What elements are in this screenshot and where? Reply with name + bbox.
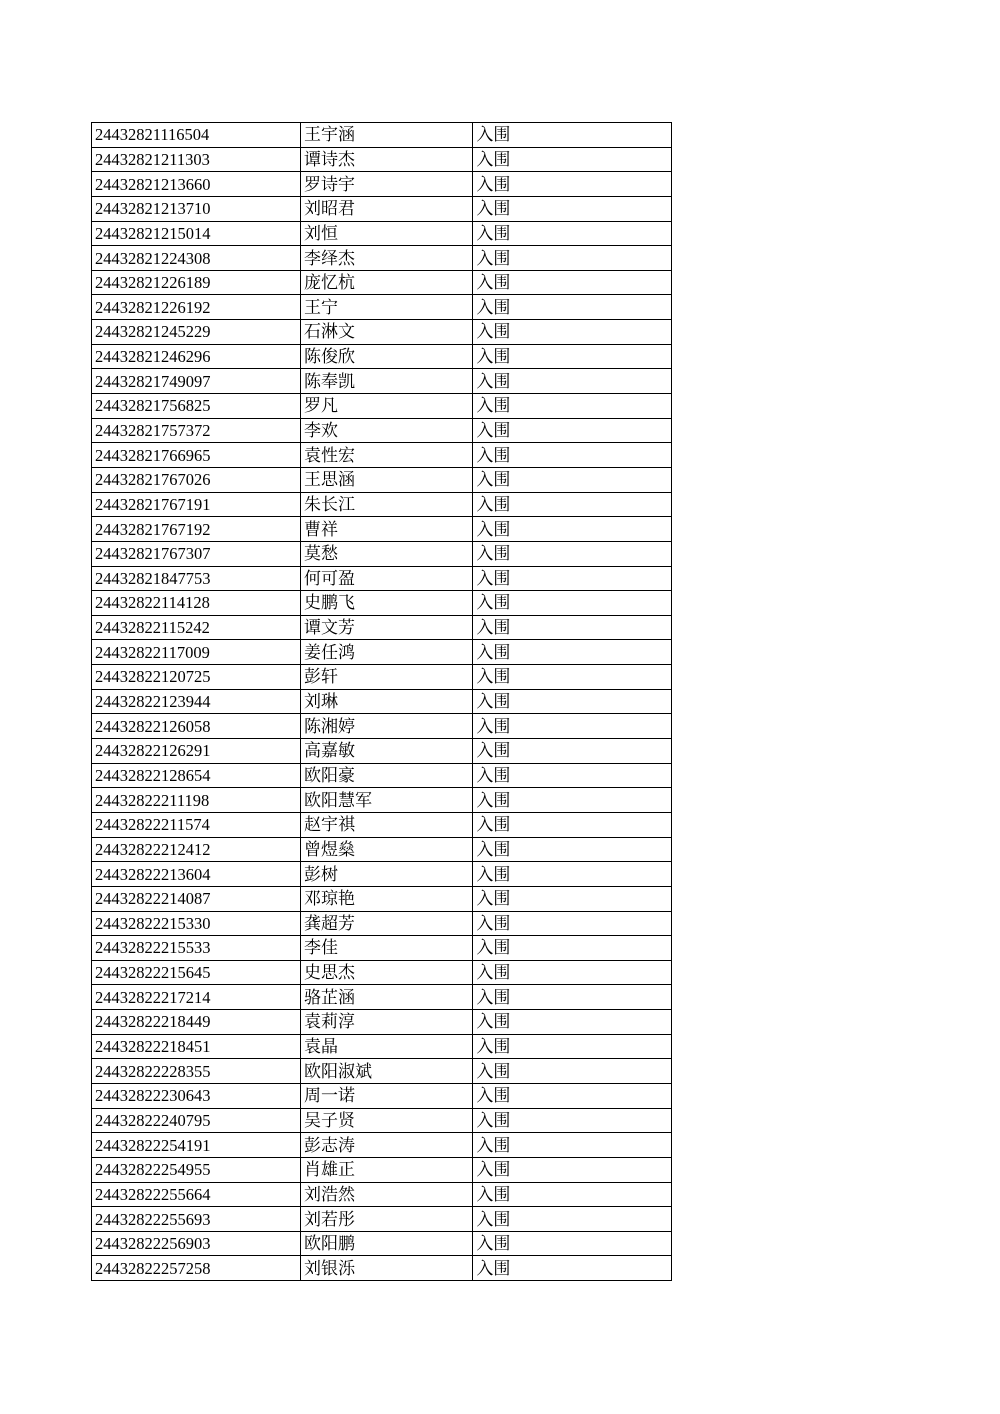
candidate-id-cell: 24432822123944	[92, 689, 301, 714]
candidate-id-cell: 24432821756825	[92, 394, 301, 419]
candidate-id-cell: 24432822215645	[92, 960, 301, 985]
candidate-name-cell: 李绎杰	[301, 246, 473, 271]
status-cell: 入围	[473, 566, 672, 591]
candidate-id-cell: 24432822230643	[92, 1083, 301, 1108]
table-body	[92, 123, 672, 1281]
candidate-name-cell: 李欢	[301, 418, 473, 443]
table-row	[92, 517, 672, 542]
table-row	[92, 320, 672, 345]
table-row	[92, 492, 672, 517]
status-cell: 入围	[473, 147, 672, 172]
status-cell: 入围	[473, 714, 672, 739]
status-cell: 入围	[473, 837, 672, 862]
candidate-name-cell: 高嘉敏	[301, 739, 473, 764]
candidate-name-cell: 刘银泺	[301, 1256, 473, 1281]
table-row	[92, 812, 672, 837]
table-row	[92, 344, 672, 369]
status-cell: 入围	[473, 1256, 672, 1281]
status-cell: 入围	[473, 1034, 672, 1059]
table-row	[92, 763, 672, 788]
table-row	[92, 689, 672, 714]
table-row	[92, 911, 672, 936]
candidate-id-cell: 24432821847753	[92, 566, 301, 591]
candidate-name-cell: 邓琼艳	[301, 886, 473, 911]
status-cell: 入围	[473, 591, 672, 616]
status-cell: 入围	[473, 541, 672, 566]
candidate-name-cell: 陈湘婷	[301, 714, 473, 739]
table-row	[92, 1010, 672, 1035]
candidate-id-cell: 24432822218451	[92, 1034, 301, 1059]
table-row	[92, 369, 672, 394]
table-row	[92, 246, 672, 271]
candidate-id-cell: 24432822128654	[92, 763, 301, 788]
candidate-id-cell: 24432821246296	[92, 344, 301, 369]
candidate-name-cell: 刘昭君	[301, 196, 473, 221]
status-cell: 入围	[473, 1231, 672, 1256]
status-cell: 入围	[473, 739, 672, 764]
table-row	[92, 837, 672, 862]
status-cell: 入围	[473, 665, 672, 690]
candidate-id-cell: 24432821767307	[92, 541, 301, 566]
status-cell: 入围	[473, 443, 672, 468]
candidate-id-cell: 24432822213604	[92, 862, 301, 887]
candidate-id-cell: 24432821215014	[92, 221, 301, 246]
candidate-id-cell: 24432822126058	[92, 714, 301, 739]
candidate-id-cell: 24432822254191	[92, 1133, 301, 1158]
status-cell: 入围	[473, 270, 672, 295]
status-cell: 入围	[473, 763, 672, 788]
status-cell: 入围	[473, 172, 672, 197]
table-row	[92, 936, 672, 961]
table-row	[92, 147, 672, 172]
candidate-name-cell: 肖雄正	[301, 1157, 473, 1182]
candidate-name-cell: 刘若彤	[301, 1207, 473, 1232]
candidate-id-cell: 24432822256903	[92, 1231, 301, 1256]
candidate-name-cell: 欧阳豪	[301, 763, 473, 788]
table-row	[92, 615, 672, 640]
status-cell: 入围	[473, 394, 672, 419]
candidate-id-cell: 24432822257258	[92, 1256, 301, 1281]
status-cell: 入围	[473, 1010, 672, 1035]
table-row	[92, 443, 672, 468]
candidate-name-cell: 罗凡	[301, 394, 473, 419]
status-cell: 入围	[473, 1157, 672, 1182]
table-row	[92, 1083, 672, 1108]
table-row	[92, 467, 672, 492]
candidate-name-cell: 刘浩然	[301, 1182, 473, 1207]
candidate-id-cell: 24432822214087	[92, 886, 301, 911]
candidate-name-cell: 李佳	[301, 936, 473, 961]
status-cell: 入围	[473, 123, 672, 148]
table-row	[92, 1108, 672, 1133]
status-cell: 入围	[473, 1108, 672, 1133]
candidate-name-cell: 欧阳淑斌	[301, 1059, 473, 1084]
table-row	[92, 270, 672, 295]
table-row	[92, 1182, 672, 1207]
candidate-id-cell: 24432821767191	[92, 492, 301, 517]
candidate-name-cell: 彭树	[301, 862, 473, 887]
table-row	[92, 1059, 672, 1084]
candidate-name-cell: 庞忆杭	[301, 270, 473, 295]
candidate-name-cell: 王宁	[301, 295, 473, 320]
candidate-id-cell: 24432821224308	[92, 246, 301, 271]
candidate-name-cell: 欧阳鹏	[301, 1231, 473, 1256]
status-cell: 入围	[473, 320, 672, 345]
status-cell: 入围	[473, 1207, 672, 1232]
candidate-name-cell: 吴子贤	[301, 1108, 473, 1133]
status-cell: 入围	[473, 788, 672, 813]
table-row	[92, 541, 672, 566]
table-row	[92, 788, 672, 813]
candidate-id-cell: 24432821749097	[92, 369, 301, 394]
candidate-id-cell: 24432822215330	[92, 911, 301, 936]
candidate-name-cell: 罗诗宇	[301, 172, 473, 197]
status-cell: 入围	[473, 615, 672, 640]
status-cell: 入围	[473, 246, 672, 271]
candidate-name-cell: 陈奉凯	[301, 369, 473, 394]
table-row	[92, 221, 672, 246]
candidate-name-cell: 王宇涵	[301, 123, 473, 148]
candidate-id-cell: 24432822212412	[92, 837, 301, 862]
candidate-name-cell: 彭轩	[301, 665, 473, 690]
table-row	[92, 640, 672, 665]
table-row	[92, 714, 672, 739]
candidate-name-cell: 曹祥	[301, 517, 473, 542]
candidate-id-cell: 24432822211198	[92, 788, 301, 813]
table-row	[92, 566, 672, 591]
candidate-name-cell: 谭文芳	[301, 615, 473, 640]
candidate-name-cell: 周一诺	[301, 1083, 473, 1108]
candidate-id-cell: 24432821757372	[92, 418, 301, 443]
candidate-name-cell: 朱长江	[301, 492, 473, 517]
status-cell: 入围	[473, 911, 672, 936]
status-cell: 入围	[473, 1083, 672, 1108]
table-row	[92, 394, 672, 419]
candidate-name-cell: 史思杰	[301, 960, 473, 985]
table-row	[92, 418, 672, 443]
status-cell: 入围	[473, 418, 672, 443]
status-cell: 入围	[473, 689, 672, 714]
candidate-id-cell: 24432822240795	[92, 1108, 301, 1133]
candidate-name-cell: 王思涵	[301, 467, 473, 492]
candidate-id-cell: 24432822126291	[92, 739, 301, 764]
candidate-id-cell: 24432822254955	[92, 1157, 301, 1182]
status-cell: 入围	[473, 886, 672, 911]
table-row	[92, 960, 672, 985]
table-row	[92, 591, 672, 616]
table-row	[92, 172, 672, 197]
candidate-id-cell: 24432821211303	[92, 147, 301, 172]
candidate-name-cell: 骆芷涵	[301, 985, 473, 1010]
candidate-name-cell: 袁莉淳	[301, 1010, 473, 1035]
table-row	[92, 985, 672, 1010]
table-row	[92, 295, 672, 320]
candidate-id-cell: 24432821767192	[92, 517, 301, 542]
status-cell: 入围	[473, 369, 672, 394]
status-cell: 入围	[473, 196, 672, 221]
table-row	[92, 196, 672, 221]
candidate-id-cell: 24432821213710	[92, 196, 301, 221]
status-cell: 入围	[473, 936, 672, 961]
candidate-id-cell: 24432821245229	[92, 320, 301, 345]
candidate-id-cell: 24432821766965	[92, 443, 301, 468]
candidate-table	[91, 122, 672, 1281]
candidate-id-cell: 24432822218449	[92, 1010, 301, 1035]
status-cell: 入围	[473, 985, 672, 1010]
candidate-name-cell: 袁性宏	[301, 443, 473, 468]
candidate-name-cell: 史鹏飞	[301, 591, 473, 616]
candidate-name-cell: 刘恒	[301, 221, 473, 246]
candidate-id-cell: 24432821226192	[92, 295, 301, 320]
candidate-name-cell: 欧阳慧军	[301, 788, 473, 813]
candidate-id-cell: 24432821767026	[92, 467, 301, 492]
status-cell: 入围	[473, 295, 672, 320]
candidate-id-cell: 24432822120725	[92, 665, 301, 690]
candidate-name-cell: 龚超芳	[301, 911, 473, 936]
candidate-id-cell: 24432822255693	[92, 1207, 301, 1232]
table-row	[92, 739, 672, 764]
status-cell: 入围	[473, 492, 672, 517]
status-cell: 入围	[473, 344, 672, 369]
candidate-id-cell: 24432822217214	[92, 985, 301, 1010]
candidate-id-cell: 24432822215533	[92, 936, 301, 961]
table-row	[92, 1157, 672, 1182]
table-row	[92, 1133, 672, 1158]
candidate-name-cell: 谭诗杰	[301, 147, 473, 172]
candidate-id-cell: 24432821226189	[92, 270, 301, 295]
candidate-name-cell: 袁晶	[301, 1034, 473, 1059]
candidate-id-cell: 24432822255664	[92, 1182, 301, 1207]
candidate-name-cell: 何可盈	[301, 566, 473, 591]
table-row	[92, 1034, 672, 1059]
status-cell: 入围	[473, 1133, 672, 1158]
status-cell: 入围	[473, 1182, 672, 1207]
candidate-name-cell: 石淋文	[301, 320, 473, 345]
candidate-name-cell: 赵宇祺	[301, 812, 473, 837]
candidate-id-cell: 24432822115242	[92, 615, 301, 640]
status-cell: 入围	[473, 812, 672, 837]
status-cell: 入围	[473, 467, 672, 492]
candidate-id-cell: 24432822117009	[92, 640, 301, 665]
table-row	[92, 123, 672, 148]
status-cell: 入围	[473, 1059, 672, 1084]
candidate-id-cell: 24432821116504	[92, 123, 301, 148]
candidate-name-cell: 莫愁	[301, 541, 473, 566]
table-row	[92, 1231, 672, 1256]
status-cell: 入围	[473, 960, 672, 985]
status-cell: 入围	[473, 517, 672, 542]
status-cell: 入围	[473, 640, 672, 665]
candidate-id-cell: 24432822228355	[92, 1059, 301, 1084]
table-row	[92, 886, 672, 911]
table-row	[92, 1207, 672, 1232]
candidate-name-cell: 刘琳	[301, 689, 473, 714]
candidate-id-cell: 24432821213660	[92, 172, 301, 197]
status-cell: 入围	[473, 862, 672, 887]
table-row	[92, 665, 672, 690]
table-row	[92, 862, 672, 887]
candidate-name-cell: 曾煜燊	[301, 837, 473, 862]
candidate-name-cell: 陈俊欣	[301, 344, 473, 369]
candidate-id-cell: 24432822114128	[92, 591, 301, 616]
candidate-name-cell: 姜任鸿	[301, 640, 473, 665]
status-cell: 入围	[473, 221, 672, 246]
table-row	[92, 1256, 672, 1281]
candidate-id-cell: 24432822211574	[92, 812, 301, 837]
candidate-name-cell: 彭志涛	[301, 1133, 473, 1158]
